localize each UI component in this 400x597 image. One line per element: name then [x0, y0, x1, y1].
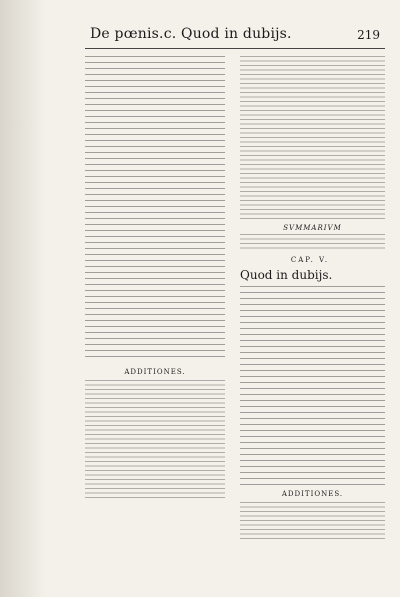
left-additiones-text — [85, 380, 225, 500]
left-column-text — [85, 56, 225, 358]
binding-shadow — [0, 0, 46, 597]
page-number: 219 — [357, 28, 380, 42]
chapter-heading: CAP. V. — [290, 256, 330, 264]
summarium-text — [240, 234, 385, 250]
running-title: De pœnis.c. Quod in dubijs. — [90, 26, 292, 42]
running-head — [70, 26, 390, 46]
right-additiones-text — [240, 502, 385, 542]
left-additiones-heading: ADDITIONES. — [124, 368, 186, 376]
right-notes-text — [240, 56, 385, 221]
right-additiones-heading: ADDITIONES. — [281, 490, 344, 498]
header-rule — [85, 48, 385, 49]
chapter-opening-words: Quod in dubijs. — [240, 268, 333, 282]
right-column-text — [240, 286, 385, 486]
summarium-heading: SVMMARIVM — [283, 224, 342, 232]
